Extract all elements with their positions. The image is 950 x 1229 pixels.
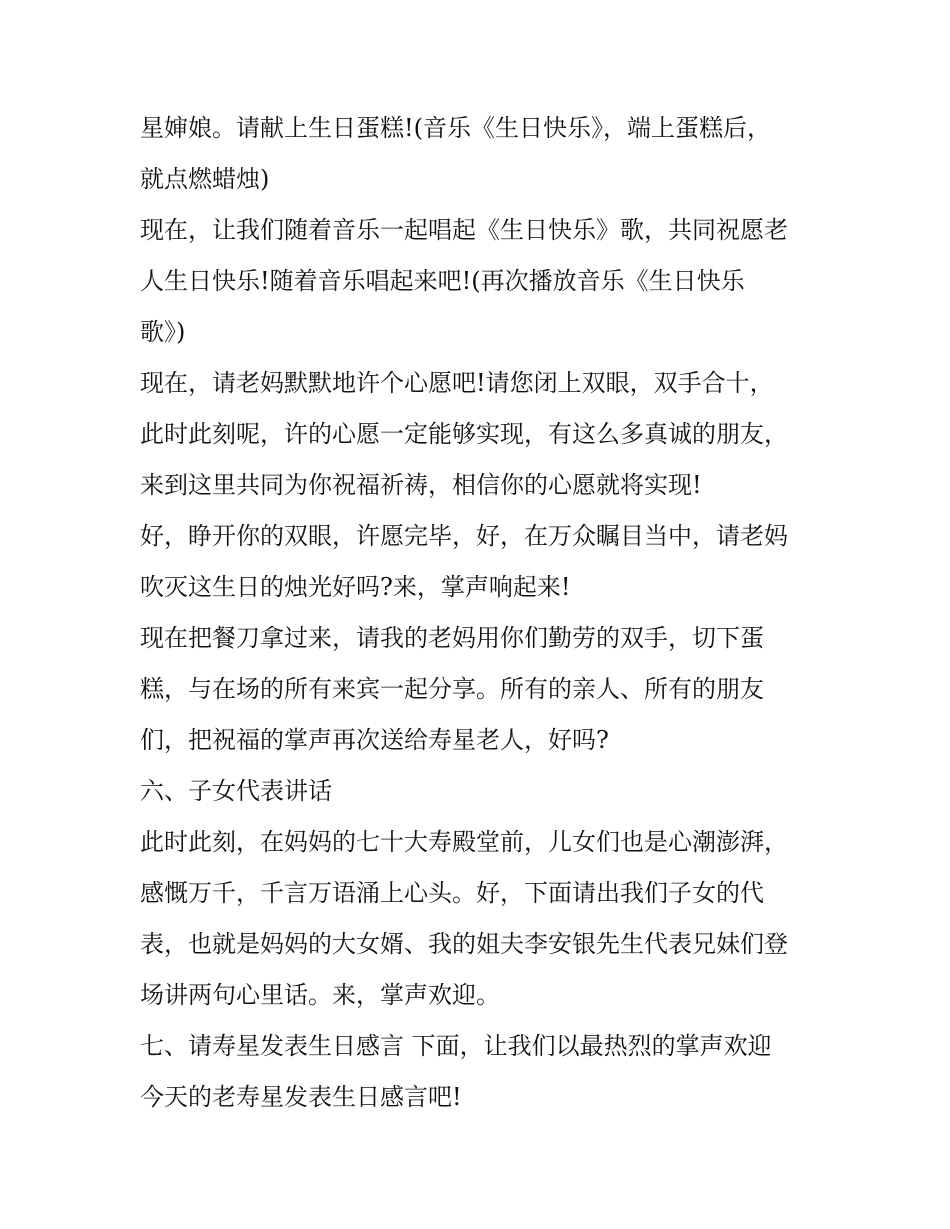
section-heading: 六、子女代表讲话 [140,777,332,805]
text-line: 场讲两句心里话。来，掌声欢迎。 [140,981,500,1009]
body-text [140,103,830,1123]
text-line: 人生日快乐!随着音乐唱起来吧!(再次播放音乐《生日快乐 [140,267,745,295]
text-line: 表，也就是妈妈的大女婿、我的姐夫李安银先生代表兄妹们登 [140,930,788,958]
text-line: 今天的老寿星发表生日感言吧! [140,1083,462,1111]
text-line: 糕，与在场的所有来宾一起分享。所有的亲人、所有的朋友 [140,675,764,703]
text-line: 吹灭这生日的烛光好吗?来，掌声响起来! [140,573,571,601]
text-line: 来到这里共同为你祝福祈祷，相信你的心愿就将实现! [140,471,702,499]
text-line: 歌》) [140,318,186,346]
text-line: 感慨万千，千言万语涌上心头。好，下面请出我们子女的代 [140,879,764,907]
text-line: 现在把餐刀拿过来，请我的老妈用你们勤劳的双手，切下蛋 [140,624,764,652]
text-line: 此时此刻，在妈妈的七十大寿殿堂前，儿女们也是心潮澎湃， [140,828,788,856]
text-line: 现在，请老妈默默地许个心愿吧!请您闭上双眼，双手合十， [140,369,774,397]
text-line: 星婶娘。请献上生日蛋糕!(音乐《生日快乐》，端上蛋糕后， [140,114,772,142]
text-line: 就点燃蜡烛) [140,165,270,193]
section-heading: 七、请寿星发表生日感言 下面，让我们以最热烈的掌声欢迎 [140,1032,772,1060]
text-line: 们，把祝福的掌声再次送给寿星老人，好吗? [140,726,609,754]
text-line: 此时此刻呢，许的心愿一定能够实现，有这么多真诚的朋友， [140,420,788,448]
text-line: 好，睁开你的双眼，许愿完毕，好，在万众瞩目当中，请老妈 [140,522,788,550]
text-line: 现在，让我们随着音乐一起唱起《生日快乐》歌，共同祝愿老 [140,216,788,244]
